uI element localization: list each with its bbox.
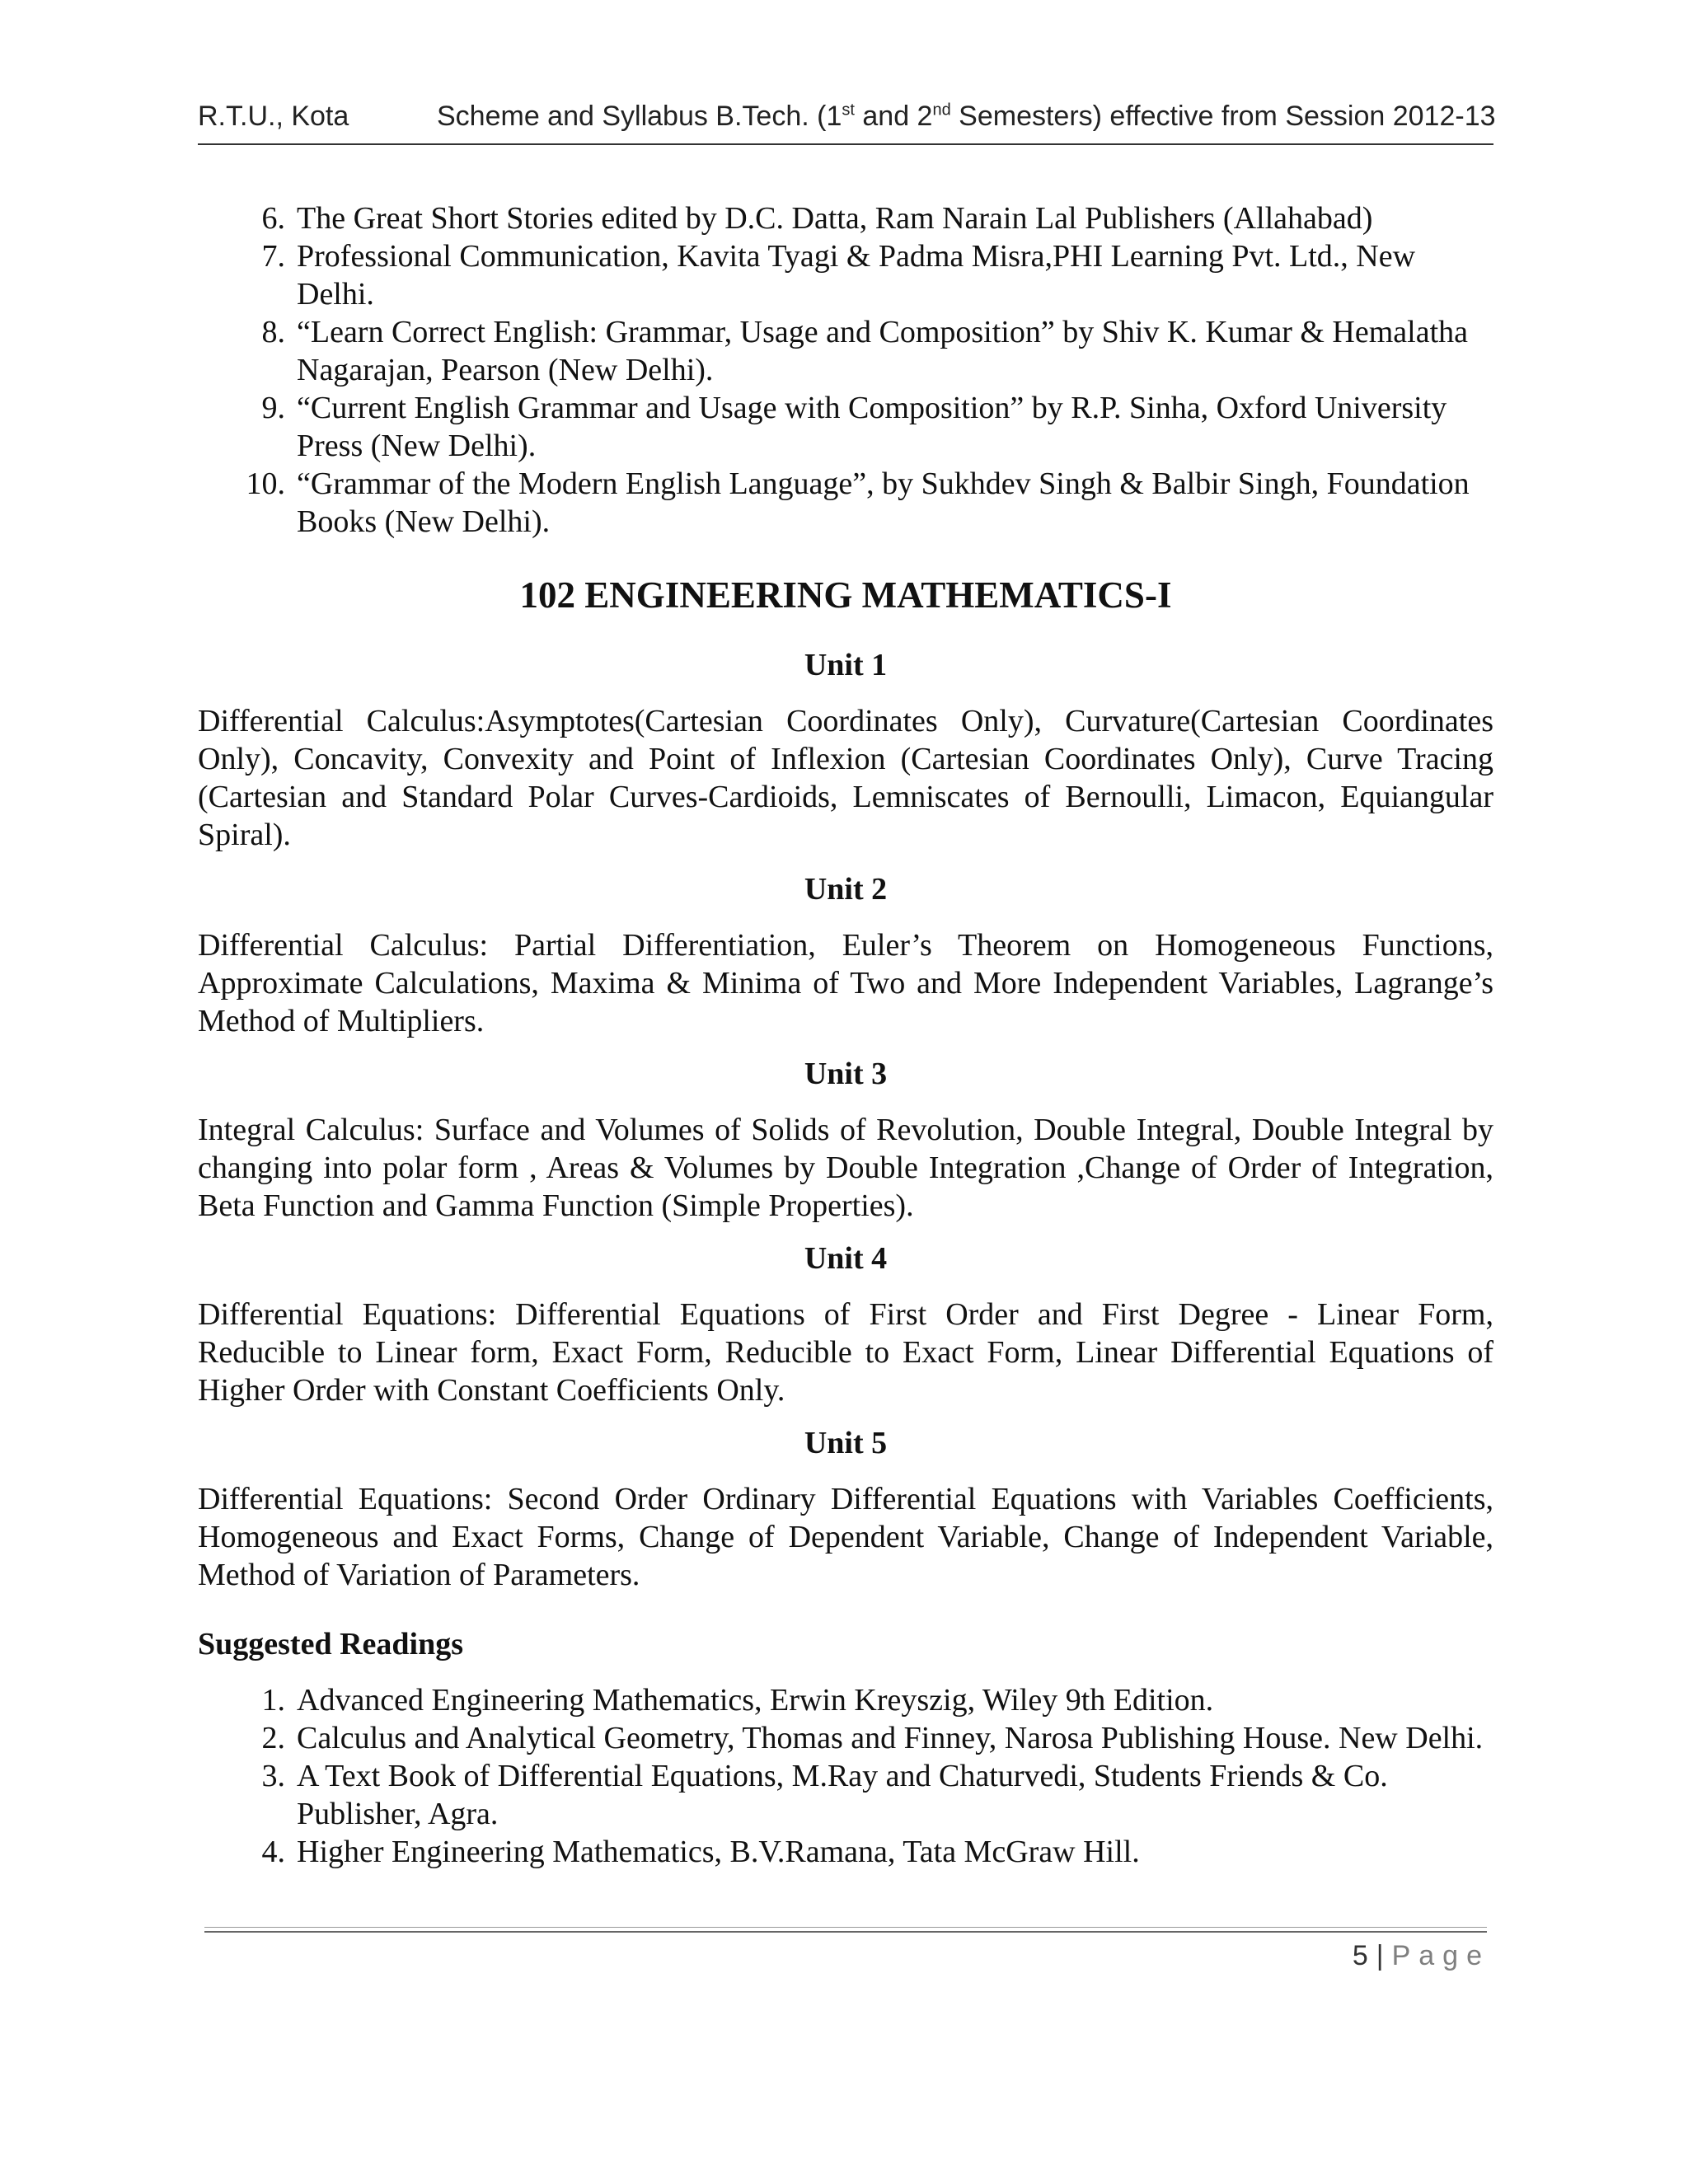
unit-4-heading: Unit 4 [804,1241,888,1276]
unit-1-text: Differential Calculus:Asymptotes(Cartesian Coordinates Only), Curvature(Cartesian Coordinates Only), Concavity, Convexity and Point of Inflexion (Cartesian Coordinates Only), Curve Tracing (Cartesian and Standard Polar Curves-Cardioids, Lemniscates of Bernoulli, Limacon, Equiangular Spiral). [198,704,1493,852]
header-org: R.T.U., Kota [198,101,349,132]
list-item: 2. Calculus and Analytical Geometry, Thomas and Finney, Narosa Publishing House. New Delhi. [261,1721,1484,1755]
list-item: 10. “Grammar of the Modern English Language”, by Sukhdev Singh & Balbir Singh, Foundation Books (New Delhi). [246,466,1470,539]
header-divider [198,143,1493,145]
unit-3-text: Integral Calculus: Surface and Volumes of Solids of Revolution, Double Integral, Double Integral by changing into polar form , Areas & Volumes by Double Integration ,Change of Order of Integration, Beta Function and Gamma Function (Simple Properties). [198,1113,1493,1223]
suggested-readings-heading: Suggested Readings [198,1627,463,1661]
list-item: 8. “Learn Correct English: Grammar, Usage and Composition” by Shiv K. Kumar & Hemalatha Nagarajan, Pearson (New Delhi). [261,315,1469,387]
list-item: 4. Higher Engineering Mathematics, B.V.Ramana, Tata McGraw Hill. [261,1835,1140,1869]
list-item: 9. “Current English Grammar and Usage with Composition” by R.P. Sinha, Oxford University Press (New Delhi). [261,391,1447,463]
unit-1-heading: Unit 1 [804,648,888,682]
footer-separator: | [1376,1940,1384,1971]
list-item: 1. Advanced Engineering Mathematics, Erwin Kreyszig, Wiley 9th Edition. [261,1683,1214,1718]
page-footer [1353,1940,1490,1972]
page-header [198,96,1496,145]
course-title: 102 ENGINEERING MATHEMATICS-I [519,574,1172,616]
unit-5-heading: Unit 5 [804,1426,888,1460]
footer-divider [204,1927,1487,1933]
list-item: 7. Professional Communication, Kavita Tyagi & Padma Misra,PHI Learning Pvt. Ltd., New Delhi. [261,239,1416,312]
list-item: 3. A Text Book of Differential Equations, M.Ray and Chaturvedi, Students Friends & Co. Publisher, Agra. [261,1759,1388,1831]
page-label: Page [1391,1940,1490,1971]
unit-2-text: Differential Calculus: Partial Differentiation, Euler’s Theorem on Homogeneous Functions, Approximate Calculations, Maxima & Minima of Two and More Independent Variables, Lagrange’s Method of Multipliers. [198,928,1493,1038]
unit-2-heading: Unit 2 [804,872,888,907]
unit-4-text: Differential Equations: Differential Equations of First Order and First Degree - Linear Form, Reducible to Linear form, Exact Form, Reducible to Exact Form, Linear Differential Equations of Higher Order with Constant Coefficients Only. [198,1297,1493,1408]
header-title: Scheme and Syllabus B.Tech. (1st and 2nd Semesters) effective from Session 2012-13 [437,101,1496,132]
reference-list-continued [198,199,1493,541]
unit-3-heading: Unit 3 [804,1057,888,1091]
page-number: 5 [1352,1940,1368,1971]
unit-5-text: Differential Equations: Second Order Ordinary Differential Equations with Variables Coefficients, Homogeneous and Exact Forms, Change of Dependent Variable, Change of Independent Variable, Method of Variation of Parameters. [198,1482,1493,1592]
list-item: 6. The Great Short Stories edited by D.C. Datta, Ram Narain Lal Publishers (Allahabad) [261,201,1373,236]
suggested-readings-list [198,1681,1493,1871]
